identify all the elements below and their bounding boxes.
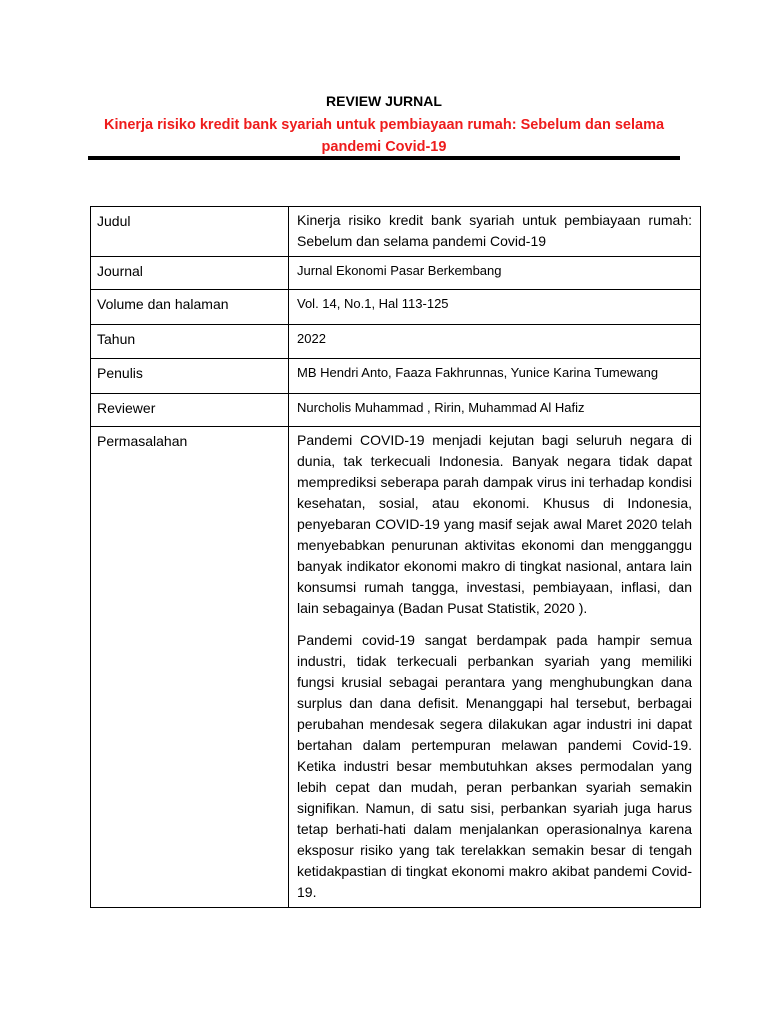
table-row-tahun [91,325,701,359]
permasalahan-paragraph: Pandemi covid-19 sangat berdampak pada hampir semua industri, tidak terkecuali perbankan syariah yang memiliki fungsi krusial sebagai perantara yang menghubungkan dana surplus dan dana defisit. Menanggapi hal tersebut, berbagai perubahan mendesak segera dilakukan agar industri ini dapat bertahan dalam pertempuran melawan pandemi Covid-19. Ketika industri besar membutuhkan akses permodalan yang lebih cepat dan mudah, peran perbankan syariah semakin signifikan. Namun, di satu sisi, perbankan syariah juga harus tetap berhati-hati dalam menjalankan operasionalnya karena eksposur risiko yang tak terelakkan semakin besar di tengah ketidakpastian di tingkat ekonomi makro akibat pandemi Covid-19. [297,632,692,900]
document-title: REVIEW JURNAL [326,93,442,109]
row-value: MB Hendri Anto, Faaza Fakhrunnas, Yunice Karina Tumewang [289,359,701,394]
row-label: Journal [91,257,289,290]
table-row-penulis [91,359,701,394]
row-value: Vol. 14, No.1, Hal 113-125 [289,290,701,325]
header-divider [88,156,680,160]
row-value: 2022 [289,325,701,359]
row-label: Reviewer [91,394,289,427]
row-label: Judul [91,207,289,257]
row-label: Volume dan halaman [91,290,289,325]
review-table [90,206,701,908]
document-subtitle: Kinerja risiko kredit bank syariah untuk pembiayaan rumah: Sebelum dan selama pandemi Covid-19 [103,117,665,155]
row-value: Jurnal Ekonomi Pasar Berkembang [289,257,701,290]
table-row-journal [91,257,701,290]
table-row-reviewer [91,394,701,427]
table-row-permasalahan [91,427,701,908]
row-value: Kinerja risiko kredit bank syariah untuk pembiayaan rumah: Sebelum dan selama pandemi Covid-19 [289,207,701,257]
document-header [88,90,680,158]
table-row-judul [91,207,701,257]
permasalahan-paragraph: Pandemi COVID-19 menjadi kejutan bagi seluruh negara di dunia, tak terkecuali Indonesia. Banyak negara tidak dapat memprediksi seberapa parah dampak virus ini terhadap kondisi kesehatan, sosial, atau ekonomi. Khusus di Indonesia, penyebaran COVID-19 yang masif sejak awal Maret 2020 telah menyebabkan penurunan aktivitas ekonomi dan mengganggu banyak indikator ekonomi makro di tingkat nasional, antara lain konsumsi rumah tangga, investasi, pembiayaan, inflasi, dan lain sebagainya (Badan Pusat Statistik, 2020 ). [297,432,692,616]
table-row-volume [91,290,701,325]
row-label: Tahun [91,325,289,359]
row-label: Permasalahan [91,427,289,908]
row-value [289,427,701,908]
row-label: Penulis [91,359,289,394]
row-value: Nurcholis Muhammad , Ririn, Muhammad Al Hafiz [289,394,701,427]
